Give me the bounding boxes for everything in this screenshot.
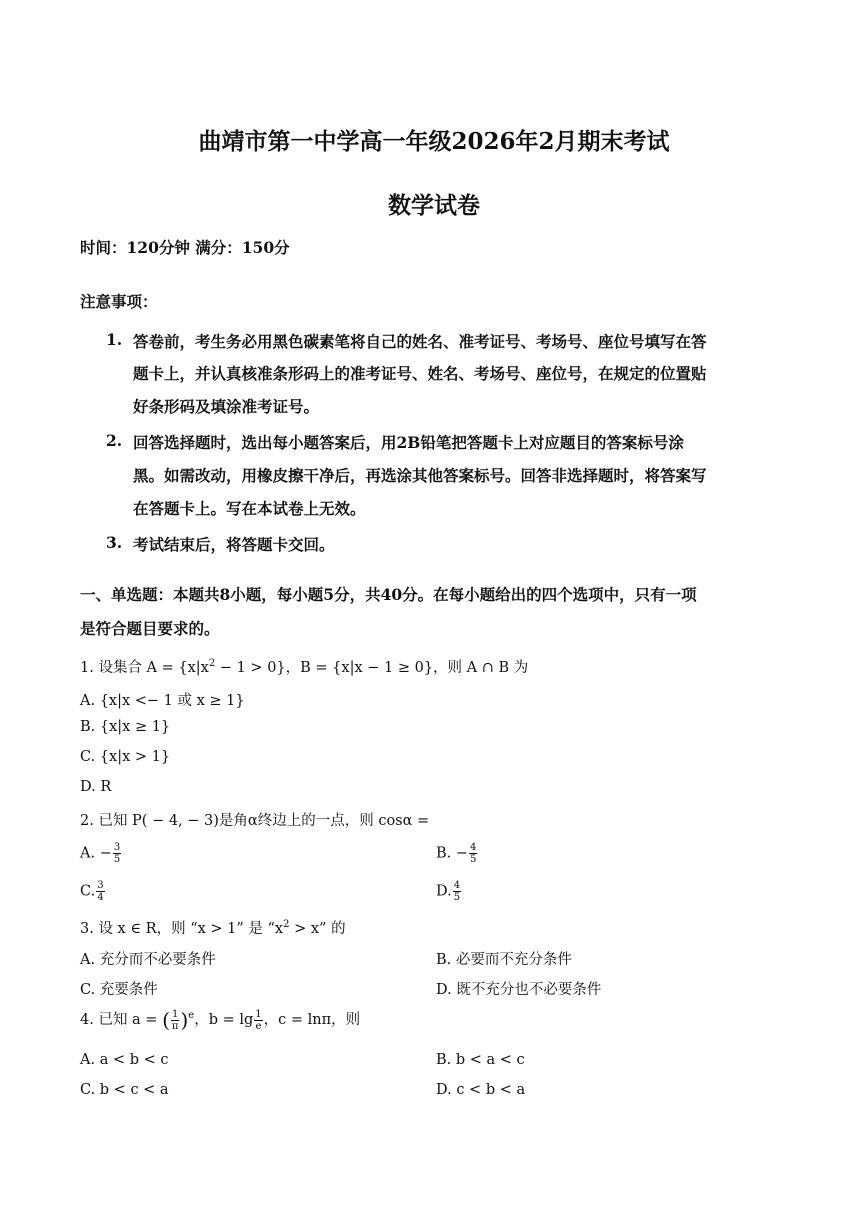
- section-heading-line: 一、单选题：本题共8小题，每小题5分，共40分。在每小题给出的四个选项中，只有一项: [80, 585, 697, 604]
- notice-line: 好条形码及填涂准考证号。: [133, 397, 320, 416]
- q3-option-a: A. 充分而不必要条件: [80, 952, 216, 968]
- question-1-stem: 1. 设集合 $A = \{x|x^2 - 1 > 0\}$，B = {x|x − 1 ≥ 0}，则 A ∩ B 为: [80, 658, 529, 676]
- question-4-stem: 4. 已知 a = ( $\frac{1}{\pi}$ )$^e$，b = lg $\frac{1}{e}$ ，c = lnπ，则: [80, 1008, 361, 1032]
- question-2-stem: 2. 已知 P( − 4, − 3)是角α终边上的一点，则 cosα =: [80, 813, 430, 829]
- notice-line: 回答选择题时，选出每小题答案后，用2B铅笔把答题卡上对应题目的答案标号涂: [133, 433, 684, 452]
- notice-line: 题卡上，并认真核准条形码上的准考证号、姓名、考场号、座位号，在规定的位置贴: [133, 364, 707, 383]
- question-3-stem: 3. 设 x ∈ R，则 “x > 1” 是 “$x^2 > x$” 的: [80, 919, 346, 937]
- notice-line: 答卷前，考生务必用黑色碳素笔将自己的姓名、准考证号、考场号、座位号填写在答: [133, 332, 707, 351]
- q4-option-a: A. a < b < c: [80, 1052, 169, 1068]
- notice-line: 在答题卡上。写在本试卷上无效。: [133, 499, 366, 518]
- q2-option-c: C. $\frac{3}{4}$: [80, 880, 104, 903]
- section-heading-line: 是符合题目要求的。: [80, 619, 220, 638]
- exam-title: 曲靖市第一中学高一年级2026年2月期末考试: [198, 128, 670, 155]
- q4-option-d: D. c < b < a: [436, 1082, 526, 1098]
- notice-number: 2.: [106, 431, 123, 450]
- notice-line: 考试结束后，将答题卡交回。: [133, 535, 335, 554]
- q3-option-b: B. 必要而不充分条件: [436, 952, 572, 968]
- q3-option-d: D. 既不充分也不必要条件: [436, 982, 602, 998]
- notice-heading: 注意事项：: [80, 292, 158, 311]
- q3-option-c: C. 充要条件: [80, 982, 158, 998]
- q4-option-c: C. b < c < a: [80, 1082, 169, 1098]
- q1-option-c: C. {x|x > 1}: [80, 749, 171, 765]
- notice-number: 1.: [106, 330, 123, 349]
- q1-option-d: D. R: [80, 779, 112, 795]
- q2-option-b: B. − $\frac{4}{5}$: [436, 842, 477, 865]
- q2-option-a: A. − $\frac{3}{5}$: [80, 842, 121, 865]
- exam-subtitle: 数学试卷: [388, 192, 480, 219]
- q1-option-a: A. {x|x <− 1 或 x ≥ 1}: [80, 693, 245, 709]
- notice-number: 3.: [106, 533, 123, 552]
- q4-option-b: B. b < a < c: [436, 1052, 525, 1068]
- q2-option-d: D. $\frac{4}{5}$: [436, 880, 461, 903]
- time-info: 时间：120分钟 满分：150分: [80, 238, 290, 257]
- notice-line: 黑。如需改动，用橡皮擦干净后，再选涂其他答案标号。回答非选择题时，将答案写: [133, 466, 707, 485]
- q1-option-b: B. {x|x ≥ 1}: [80, 719, 171, 735]
